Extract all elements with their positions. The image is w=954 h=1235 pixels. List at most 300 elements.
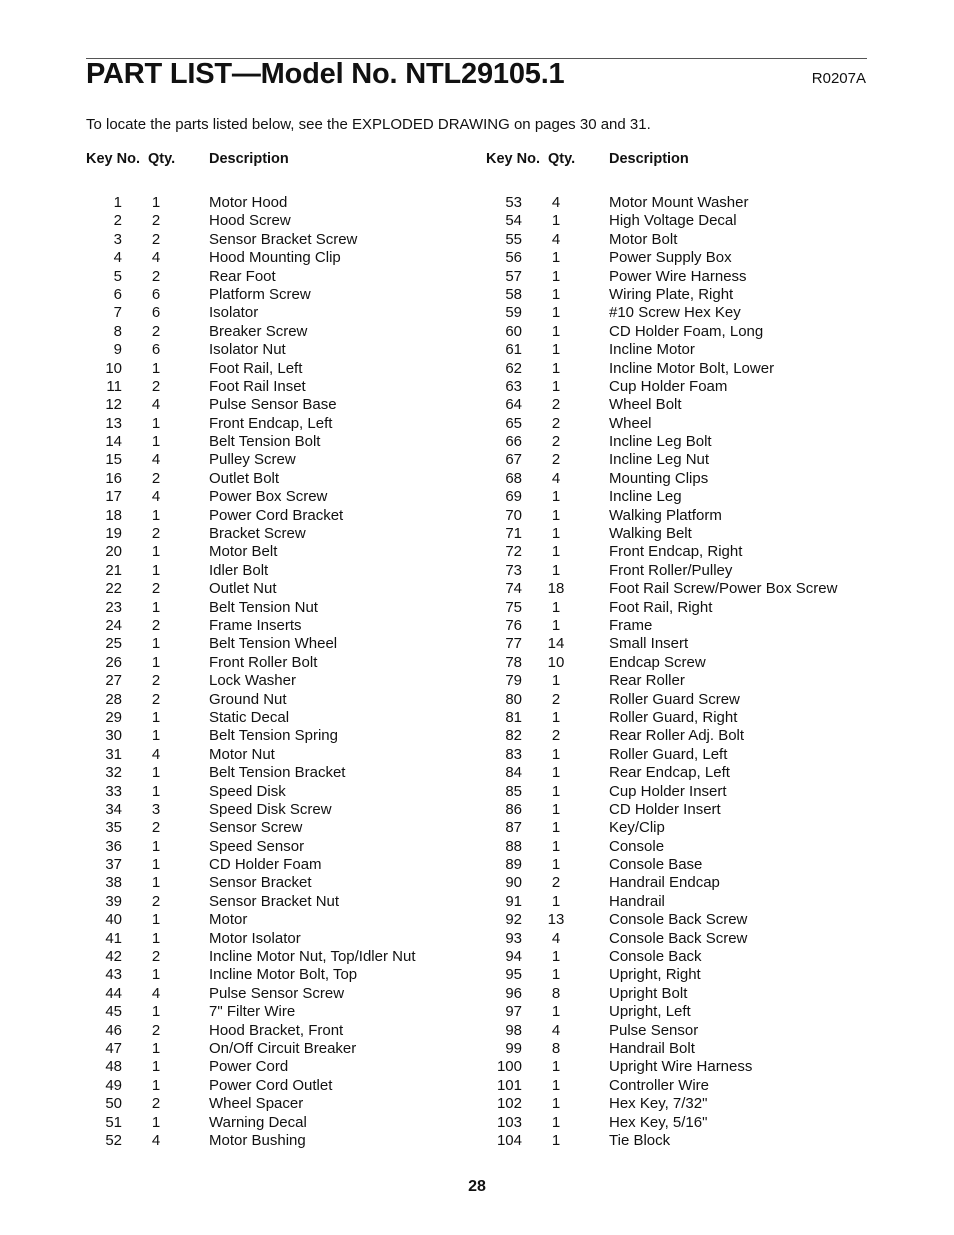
part-qty: 1 [551,1058,561,1076]
part-key-no: 10 [105,359,122,377]
part-qty: 1 [551,1003,561,1021]
part-key-no: 72 [505,543,522,561]
part-qty: 1 [151,966,161,984]
part-key-no: 13 [105,414,122,432]
part-description: Hex Key, 7/32" [609,1095,708,1113]
part-qty: 6 [151,341,161,359]
document-code: R0207A [811,70,866,87]
part-description: Upright Wire Harness [609,1058,753,1076]
part-key-no: 2 [113,212,122,230]
part-qty: 2 [551,727,561,745]
part-key-no: 28 [105,690,122,708]
part-description: Static Decal [209,708,290,726]
part-key-no: 59 [505,304,522,322]
header-qty: Qty. [148,151,176,167]
part-description: Rear Foot [209,267,276,285]
part-key-no: 53 [505,194,522,211]
part-qty: 1 [551,212,561,230]
part-key-no: 93 [505,929,522,947]
part-description: Breaker Screw [209,322,308,340]
part-key-no: 54 [505,212,522,230]
part-description: Pulley Screw [209,451,296,469]
part-key-no: 1 [113,194,122,211]
part-description: Console Back [609,948,702,966]
part-key-no: 98 [505,1021,522,1039]
part-description: CD Holder Insert [609,800,721,818]
part-key-no: 46 [105,1021,122,1039]
part-key-no: 73 [505,561,522,579]
part-key-no: 80 [505,690,522,708]
part-description: Incline Leg Nut [609,451,710,469]
part-key-no: 65 [505,414,522,432]
part-description: Pulse Sensor Base [209,396,337,414]
part-qty: 1 [551,966,561,984]
part-qty: 18 [547,580,565,598]
part-qty: 1 [551,800,561,818]
part-qty: 4 [151,488,161,506]
part-qty: 2 [551,874,561,892]
part-key-no: 49 [105,1076,122,1094]
part-qty: 2 [151,616,161,634]
part-description: Upright Bolt [609,984,688,1002]
part-key-no: 95 [505,966,522,984]
part-key-no: 55 [505,230,522,248]
part-qty: 4 [151,745,161,763]
part-qty: 1 [151,561,161,579]
part-qty: 1 [551,543,561,561]
part-qty: 14 [547,635,565,653]
part-description: Speed Disk [209,782,286,800]
part-qty: 2 [151,819,161,837]
part-qty: 2 [151,690,161,708]
part-qty: 1 [151,414,161,432]
part-key-no: 33 [105,782,122,800]
part-description: Motor Belt [209,543,278,561]
part-key-no: 9 [113,341,122,359]
part-description: Outlet Bolt [209,469,280,487]
part-description: Incline Leg [609,488,682,506]
part-qty: 2 [151,230,161,248]
part-key-no: 103 [496,1113,522,1131]
part-description: Roller Guard, Left [609,745,728,763]
part-description: Handrail [609,892,665,910]
part-qty: 1 [151,764,161,782]
part-key-no: 21 [105,561,122,579]
part-description: Speed Disk Screw [209,800,332,818]
part-qty: 2 [551,451,561,469]
header-key-no: Key No. [86,151,140,167]
part-qty: 13 [547,911,565,929]
part-qty: 1 [151,598,161,616]
part-qty: 8 [551,1039,561,1057]
part-description: Frame [609,616,653,634]
part-description: Hood Mounting Clip [209,249,341,267]
part-qty: 1 [551,285,561,303]
part-qty: 3 [151,800,161,818]
part-key-no: 84 [505,764,522,782]
part-description: Foot Rail Inset [209,377,306,395]
part-description: Roller Guard, Right [609,708,738,726]
part-description: Power Wire Harness [609,267,747,285]
part-qty: 1 [551,819,561,837]
part-description: Power Cord Bracket [209,506,344,524]
part-description: Incline Motor [609,341,695,359]
part-description: Lock Washer [209,672,296,690]
part-qty: 2 [151,1021,161,1039]
part-description: Pulse Sensor [609,1021,699,1039]
part-qty: 1 [151,1058,161,1076]
part-qty: 1 [551,561,561,579]
part-description: Wiring Plate, Right [609,285,734,303]
part-qty: 1 [551,341,561,359]
part-key-no: 85 [505,782,522,800]
part-key-no: 4 [113,249,122,267]
part-description: Frame Inserts [209,616,302,634]
part-key-no: 96 [505,984,522,1002]
part-key-no: 64 [505,396,522,414]
part-description: Motor Hood [209,194,288,211]
part-key-no: 32 [105,764,122,782]
part-qty: 1 [151,653,161,671]
part-description: Foot Rail, Left [209,359,303,377]
part-key-no: 58 [505,285,522,303]
part-key-no: 87 [505,819,522,837]
part-qty: 1 [551,948,561,966]
part-key-no: 27 [105,672,122,690]
part-key-no: 6 [113,285,122,303]
part-key-no: 29 [105,708,122,726]
part-key-no: 66 [505,433,522,451]
part-description: Motor Isolator [209,929,301,947]
part-description: #10 Screw Hex Key [609,304,741,322]
part-qty: 1 [151,506,161,524]
part-description: Console Base [609,856,703,874]
part-description: Pulse Sensor Screw [209,984,345,1002]
part-key-no: 82 [505,727,522,745]
part-description: Front Roller/Pulley [609,561,733,579]
part-key-no: 100 [496,1058,522,1076]
part-description: Wheel Bolt [609,396,682,414]
part-description: Front Roller Bolt [209,653,318,671]
part-qty: 1 [151,543,161,561]
part-key-no: 47 [105,1039,122,1057]
part-key-no: 76 [505,616,522,634]
part-qty: 2 [151,212,161,230]
part-key-no: 30 [105,727,122,745]
part-description: Sensor Bracket [209,874,312,892]
part-key-no: 44 [105,984,122,1002]
part-qty: 1 [551,892,561,910]
part-qty: 4 [551,929,561,947]
part-qty: 1 [551,525,561,543]
part-key-no: 17 [105,488,122,506]
part-key-no: 24 [105,616,122,634]
part-description: Power Box Screw [209,488,328,506]
part-description: Small Insert [609,635,689,653]
part-description: Cup Holder Insert [609,782,727,800]
part-description: Belt Tension Bracket [209,764,346,782]
part-qty: 1 [551,1076,561,1094]
part-qty: 1 [551,782,561,800]
intro-text: To locate the parts listed below, see the EXPLODED DRAWING on pages 30 and 31. [86,116,651,133]
part-description: Foot Rail, Right [609,598,713,616]
part-key-no: 94 [505,948,522,966]
part-qty: 1 [551,616,561,634]
part-key-no: 8 [113,322,122,340]
part-key-no: 19 [105,525,122,543]
part-key-no: 90 [505,874,522,892]
part-key-no: 42 [105,948,122,966]
part-description: Motor Nut [209,745,275,763]
part-key-no: 40 [105,911,122,929]
part-description: Console [609,837,665,855]
part-description: Hex Key, 5/16" [609,1113,708,1131]
part-key-no: 63 [505,377,522,395]
part-description: Upright, Left [609,1003,691,1021]
part-qty: 1 [151,782,161,800]
part-qty: 1 [151,837,161,855]
part-description: Hood Bracket, Front [209,1021,344,1039]
part-key-no: 22 [105,580,122,598]
part-qty: 1 [551,488,561,506]
part-qty: 1 [551,322,561,340]
page-number: 28 [468,1178,486,1195]
part-key-no: 68 [505,469,522,487]
part-description: Motor Bushing [209,1131,306,1149]
part-qty: 1 [151,727,161,745]
part-qty: 2 [151,948,161,966]
part-description: Belt Tension Nut [209,598,318,616]
part-description: Sensor Bracket Nut [209,892,340,910]
part-key-no: 26 [105,653,122,671]
part-key-no: 37 [105,856,122,874]
part-description: Walking Belt [609,525,692,543]
part-qty: 2 [151,672,161,690]
part-key-no: 69 [505,488,522,506]
part-qty: 1 [151,708,161,726]
part-key-no: 101 [496,1076,522,1094]
part-description: Outlet Nut [209,580,277,598]
part-description: Platform Screw [209,285,311,303]
part-key-no: 14 [105,433,122,451]
part-key-no: 11 [106,377,122,395]
part-qty: 6 [151,304,161,322]
part-description: Belt Tension Bolt [209,433,321,451]
part-key-no: 86 [505,800,522,818]
part-qty: 1 [551,359,561,377]
part-key-no: 15 [105,451,122,469]
part-qty: 4 [551,230,561,248]
part-key-no: 102 [496,1095,522,1113]
part-qty: 1 [151,929,161,947]
part-description: Belt Tension Wheel [209,635,338,653]
part-key-no: 43 [105,966,122,984]
part-key-no: 97 [505,1003,522,1021]
part-key-no: 61 [505,341,522,359]
part-description: CD Holder Foam [209,856,322,874]
part-description: Incline Motor Nut, Top/Idler Nut [209,948,416,966]
part-qty: 1 [551,837,561,855]
part-key-no: 23 [105,598,122,616]
part-key-no: 25 [105,635,122,653]
part-qty: 2 [151,580,161,598]
part-qty: 8 [551,984,561,1002]
part-key-no: 71 [505,525,522,543]
part-qty: 1 [551,856,561,874]
part-qty: 1 [551,1131,561,1149]
part-qty: 6 [151,285,161,303]
part-key-no: 77 [505,635,522,653]
part-key-no: 36 [105,837,122,855]
part-description: Front Endcap, Left [209,414,333,432]
part-description: Tie Block [609,1131,671,1149]
part-description: Isolator [209,304,259,322]
part-key-no: 7 [113,304,122,322]
part-description: Bracket Screw [209,525,306,543]
part-key-no: 35 [105,819,122,837]
part-description: Speed Sensor [209,837,305,855]
part-description: Incline Leg Bolt [609,433,712,451]
part-key-no: 75 [505,598,522,616]
part-key-no: 99 [505,1039,522,1057]
part-key-no: 89 [505,856,522,874]
part-key-no: 91 [505,892,522,910]
part-description: Ground Nut [209,690,287,708]
part-qty: 4 [151,249,161,267]
part-description: Power Supply Box [609,249,732,267]
part-description: Handrail Endcap [609,874,720,892]
part-key-no: 12 [105,396,122,414]
part-description: Walking Platform [609,506,722,524]
part-qty: 4 [151,984,161,1002]
header-description: Description [609,151,689,167]
part-qty: 1 [551,267,561,285]
part-description: Motor Bolt [609,230,678,248]
part-key-no: 45 [105,1003,122,1021]
part-key-no: 41 [105,929,122,947]
part-description: Power Cord [209,1058,289,1076]
part-description: Mounting Clips [609,469,709,487]
part-key-no: 51 [105,1113,122,1131]
part-key-no: 83 [505,745,522,763]
part-qty: 2 [551,433,561,451]
part-qty: 1 [151,1003,161,1021]
part-key-no: 34 [105,800,122,818]
part-qty: 1 [551,506,561,524]
part-qty: 4 [551,1021,561,1039]
part-qty: 1 [151,1113,161,1131]
part-description: Sensor Bracket Screw [209,230,358,248]
part-key-no: 38 [105,874,122,892]
part-key-no: 16 [105,469,122,487]
part-qty: 2 [551,396,561,414]
part-qty: 1 [551,672,561,690]
part-qty: 4 [151,451,161,469]
part-description: Hood Screw [209,212,291,230]
part-key-no: 104 [496,1131,522,1149]
part-qty: 2 [151,892,161,910]
part-description: Rear Roller [609,672,685,690]
part-key-no: 52 [105,1131,122,1149]
part-qty: 4 [551,194,561,211]
part-description: Motor Mount Washer [609,194,749,211]
part-qty: 2 [551,690,561,708]
part-qty: 2 [151,525,161,543]
part-description: Upright, Right [609,966,701,984]
part-description: Rear Roller Adj. Bolt [609,727,745,745]
part-description: Foot Rail Screw/Power Box Screw [609,580,838,598]
part-qty: 1 [551,377,561,395]
part-qty: 2 [151,1095,161,1113]
part-key-no: 48 [105,1058,122,1076]
part-key-no: 18 [105,506,122,524]
part-description: Console Back Screw [609,911,748,929]
part-key-no: 39 [105,892,122,910]
part-qty: 1 [151,856,161,874]
page-title: PART LIST—Model No. NTL29105.1 [86,58,565,90]
part-description: Roller Guard Screw [609,690,740,708]
part-key-no: 31 [105,745,122,763]
part-key-no: 62 [505,359,522,377]
part-key-no: 56 [505,249,522,267]
part-qty: 1 [151,635,161,653]
part-qty: 2 [151,377,161,395]
part-key-no: 70 [505,506,522,524]
part-description: Endcap Screw [609,653,706,671]
part-key-no: 60 [505,322,522,340]
part-description: Handrail Bolt [609,1039,695,1057]
header-description: Description [209,151,289,167]
part-qty: 2 [151,267,161,285]
part-description: Motor [209,911,248,929]
part-qty: 1 [551,304,561,322]
part-key-no: 88 [505,837,522,855]
part-key-no: 67 [505,451,522,469]
part-qty: 1 [151,359,161,377]
part-qty: 1 [551,1095,561,1113]
part-qty: 10 [547,653,565,671]
part-key-no: 5 [113,267,122,285]
part-key-no: 3 [113,230,122,248]
part-key-no: 57 [505,267,522,285]
part-description: Incline Motor Bolt, Lower [609,359,775,377]
part-description: Power Cord Outlet [209,1076,333,1094]
part-qty: 1 [151,911,161,929]
part-key-no: 81 [505,708,522,726]
part-description: High Voltage Decal [609,212,737,230]
part-key-no: 74 [505,580,522,598]
part-key-no: 50 [105,1095,122,1113]
part-description: Cup Holder Foam [609,377,728,395]
part-key-no: 78 [505,653,522,671]
part-description: Controller Wire [609,1076,710,1094]
part-qty: 1 [551,598,561,616]
part-qty: 4 [551,469,561,487]
part-description: CD Holder Foam, Long [609,322,764,340]
part-description: Incline Motor Bolt, Top [209,966,358,984]
part-qty: 1 [151,1039,161,1057]
part-qty: 1 [551,249,561,267]
part-qty: 1 [551,745,561,763]
part-qty: 1 [551,764,561,782]
part-qty: 1 [151,874,161,892]
part-qty: 1 [551,1113,561,1131]
part-description: Key/Clip [609,819,665,837]
part-description: Warning Decal [209,1113,307,1131]
part-qty: 4 [151,396,161,414]
header-qty: Qty. [548,151,576,167]
part-description: Front Endcap, Right [609,543,743,561]
